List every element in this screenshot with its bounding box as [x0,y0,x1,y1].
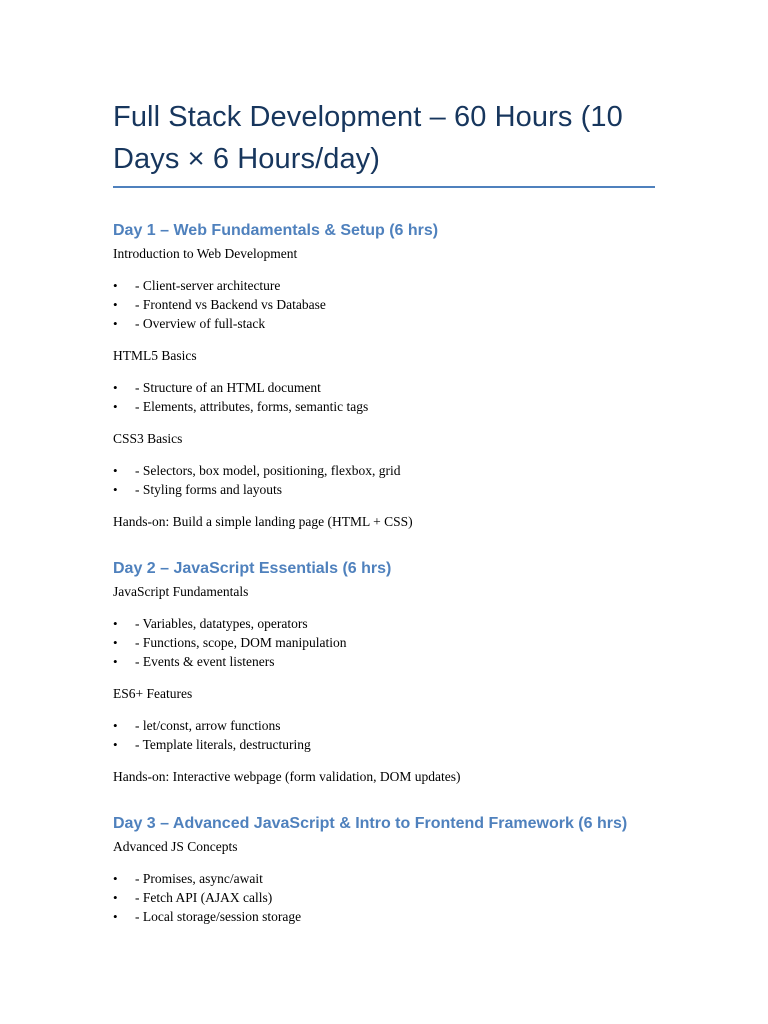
bullet-icon: • [113,635,118,650]
bullet-text: - Selectors, box model, positioning, flexbox, grid [135,463,401,478]
bullet-item [113,652,658,671]
bullet-text: - Events & event listeners [135,654,275,669]
bullet-list [113,378,658,416]
section-paragraph: Hands-on: Interactive webpage (form validation, DOM updates) [113,769,461,784]
section-paragraph: Introduction to Web Development [113,246,298,261]
bullet-icon: • [113,316,118,331]
bullet-text: - Structure of an HTML document [135,380,321,395]
bullet-item [113,735,658,754]
bullet-list [113,869,658,926]
bullet-item [113,907,658,926]
bullet-icon: • [113,871,118,886]
bullet-icon: • [113,718,118,733]
bullet-icon: • [113,297,118,312]
bullet-text: - Template literals, destructuring [135,737,311,752]
bullet-icon: • [113,616,118,631]
section-paragraph: JavaScript Fundamentals [113,584,249,599]
bullet-item [113,314,658,333]
bullet-list [113,614,658,671]
bullet-text: - Elements, attributes, forms, semantic tags [135,399,369,414]
bullet-text: - Styling forms and layouts [135,482,282,497]
bullet-text: - Client-server architecture [135,278,281,293]
bullet-text: - Variables, datatypes, operators [135,616,308,631]
bullet-item [113,378,658,397]
bullet-text: - Frontend vs Backend vs Database [135,297,326,312]
bullet-item [113,869,658,888]
bullet-text: - Fetch API (AJAX calls) [135,890,273,905]
bullet-list [113,716,658,754]
document-page [113,0,658,939]
section-paragraph: HTML5 Basics [113,348,197,363]
bullet-icon: • [113,463,118,478]
bullet-icon: • [113,909,118,924]
day-heading: Day 1 – Web Fundamentals & Setup (6 hrs) [113,222,439,239]
day-section-3 [113,813,658,926]
bullet-text: - Local storage/session storage [135,909,302,924]
bullet-icon: • [113,654,118,669]
bullet-item [113,397,658,416]
bullet-list [113,276,658,333]
day-heading: Day 2 – JavaScript Essentials (6 hrs) [113,560,392,577]
bullet-text: - Overview of full-stack [135,316,266,331]
bullet-item [113,716,658,735]
section-paragraph: Advanced JS Concepts [113,839,238,854]
bullet-text: - Functions, scope, DOM manipulation [135,635,347,650]
bullet-icon: • [113,380,118,395]
bullet-item [113,461,658,480]
section-paragraph: ES6+ Features [113,686,193,701]
bullet-item [113,888,658,907]
day-heading: Day 3 – Advanced JavaScript & Intro to Frontend Framework (6 hrs) [113,815,628,832]
bullet-list [113,461,658,499]
bullet-icon: • [113,482,118,497]
bullet-icon: • [113,737,118,752]
bullet-item [113,614,658,633]
bullet-item [113,480,658,499]
bullet-text: - Promises, async/await [135,871,263,886]
section-paragraph: CSS3 Basics [113,431,183,446]
bullet-icon: • [113,890,118,905]
bullet-item [113,276,658,295]
bullet-item [113,295,658,314]
document-title: Full Stack Development – 60 Hours (10 Days × 6 Hours/day) [113,101,623,175]
bullet-item [113,633,658,652]
bullet-icon: • [113,399,118,414]
title-underline [113,186,655,188]
bullet-text: - let/const, arrow functions [135,718,281,733]
day-section-1 [113,220,658,531]
section-paragraph: Hands-on: Build a simple landing page (HTML + CSS) [113,514,413,529]
day-section-2 [113,558,658,786]
bullet-icon: • [113,278,118,293]
days-container [113,220,658,926]
